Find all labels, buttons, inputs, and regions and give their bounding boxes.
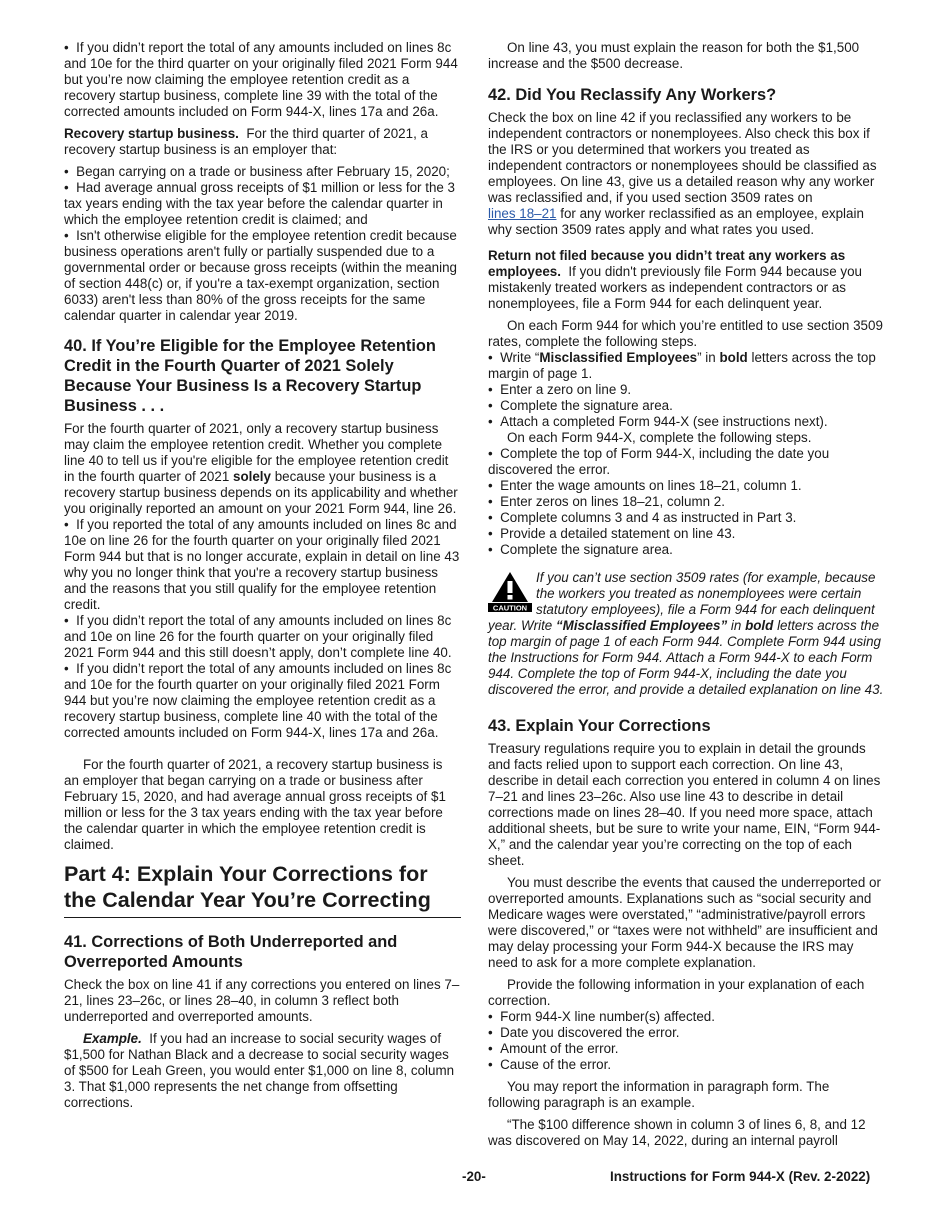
return-not-filed-paragraph [488, 248, 885, 312]
page-number: -20- [462, 1169, 486, 1184]
paragraph: “The $100 difference shown in column 3 of lines 6, 8, and 12 was discovered on May 14, 2022, during an internal payroll [488, 1117, 866, 1148]
paragraph-text: If you had an increase to social security wages of $1,500 for Nathan Black and a decrease to social security wages of $500 for Leah Green, you would enter $1,000 on line 8, column 3. That $1,000 represents the net change from offsetting corrections. [64, 1031, 455, 1110]
list-item: • If you didn’t report the total of any amounts included on lines 8c and 10e for the fourth quarter on your originally filed 2021 Form 944 but you’re now claiming the employee retention credit as a recovery startup business, complete line 40 with the total of the corrected amounts included on Form 944-X, lines 17a and 26a. [64, 661, 461, 741]
list-item: • Complete the signature area. [488, 398, 885, 414]
list-item: • Attach a completed Form 944-X (see instructions next). [488, 414, 885, 430]
list-item: • Complete columns 3 and 4 as instructed in Part 3. [488, 510, 885, 526]
left-column [64, 40, 461, 1117]
list-item: • Cause of the error. [488, 1057, 885, 1073]
list-item: • If you didn’t report the total of any amounts included on lines 8c and 10e for the third quarter on your originally filed 2021 Form 944 but you’re now claiming the employee retention credit as a recovery startup business, complete line 39 with the total of the corrected amounts included on Form 944-X, lines 17a and 26a. [64, 40, 461, 120]
bullet-list [488, 1009, 885, 1073]
run-in-heading: Recovery startup business. [64, 126, 239, 141]
bullet-list [488, 446, 885, 558]
paragraph: On each Form 944 for which you’re entitled to use section 3509 rates, complete the following steps. [488, 318, 883, 349]
run-in-heading: Return not filed because you didn’t treat any workers as employees. [488, 248, 846, 279]
paragraph-text: For the fourth quarter of 2021, only a recovery startup business may claim the employee retention credit. Whether you complete line 40 to tell us if you're eligible for the employee retention credit in the fourth quarter of 2021 [64, 421, 449, 484]
paragraph-text: Check the box on line 42 if you reclassified any workers to be independent contractors or nonemployees. Also check this box if the IRS or you determined that workers you treated as independent contractors or nonemployees should be classified as employees. On line 43, give us a detailed reason why any worker was reclassified and, if you used section 3509 rates on [488, 110, 877, 205]
lines-18-21-link[interactable]: lines 18–21 [488, 206, 557, 221]
list-text: Write “ [500, 350, 540, 365]
list-item: • Complete the top of Form 944-X, including the date you discovered the error. [488, 446, 885, 478]
right-column [488, 40, 885, 1155]
paragraph: On each Form 944-X, complete the following steps. [507, 430, 812, 445]
bullet-list [64, 517, 461, 741]
list-item: • Date you discovered the error. [488, 1025, 885, 1041]
paragraph: On line 43, you must explain the reason for both the $1,500 increase and the $500 decrease. [488, 40, 860, 71]
recovery-startup-paragraph [64, 126, 461, 158]
bold-text: solely [233, 469, 271, 484]
list-item: • Had average annual gross receipts of $1 million or less for the 3 tax years ending with the tax year before the calendar quarter in which the employee retention credit is claimed; and [64, 180, 461, 228]
list-item: • If you reported the total of any amounts included on lines 8c and 10e on line 26 for the fourth quarter on your originally filed 2021 Form 944 but that is no longer accurate, explain in detail on line 43 why you no longer think that you're a recovery startup business and the reasons that you still qualify for the employee retention credit. [64, 517, 461, 613]
example-label: Example. [83, 1031, 142, 1046]
list-item: • Amount of the error. [488, 1041, 885, 1057]
caution-text: in [730, 618, 742, 633]
bold-text: Misclassified Employees [539, 350, 698, 365]
bullet-list [488, 350, 885, 430]
paragraph-text: for any worker reclassified as an employee, explain why section 3509 rates apply and what rates you used. [488, 206, 864, 237]
paragraph: For the fourth quarter of 2021, a recovery startup business is an employer that began carrying on a trade or business after February 15, 2020, and had average annual gross receipts of $1 million or less for the 3 tax years ending with the tax year before the calendar quarter in which the employee retention credit is claimed. [64, 757, 446, 852]
list-item: • Enter the wage amounts on lines 18–21, column 1. [488, 478, 885, 494]
list-item: • Provide a detailed statement on line 43. [488, 526, 885, 542]
caution-icon [488, 570, 532, 612]
caution-text: If you can’t use section 3509 rates (for example, because the workers you treated as nonemployees were certain statutory employees), file a Form 944 for each delinquent year. Write [488, 570, 876, 633]
list-text: ” in [697, 350, 716, 365]
paragraph-text: because your business is a recovery startup business depends on its applicability and whether you originally reported an amount on your 2021 Form 944, line 26. [64, 469, 458, 516]
bold-text: “Misclassified Employees” [555, 618, 728, 633]
caution-text: letters across the top margin of page 1 of each Form 944. Complete Form 944 using the Instructions for Form 944. Attach a Form 944-X to each Form 944. Complete the top of Form 944-X, including the date you discovered the error, and provide a detailed explanation on line 43. [488, 618, 884, 697]
footer-title: Instructions for Form 944-X (Rev. 2-2022) [610, 1169, 871, 1184]
caution-note [488, 570, 885, 698]
paragraph-text: For the third quarter of 2021, a recovery startup business is an employer that: [64, 126, 428, 157]
paragraph: Provide the following information in your explanation of each correction. [488, 977, 865, 1008]
paragraph [64, 421, 461, 517]
section-heading-43: 43. Explain Your Corrections [488, 717, 711, 735]
bold-text: bold [745, 618, 774, 633]
list-item: • If you didn’t report the total of any amounts included on lines 8c and 10e on line 26 for the fourth quarter on your originally filed 2021 Form 944 and this still doesn’t apply, don’t complete line 40. [64, 613, 461, 661]
list-item: • Form 944-X line number(s) affected. [488, 1009, 885, 1025]
example-paragraph [64, 1031, 461, 1111]
list-item: • Began carrying on a trade or business after February 15, 2020; [64, 164, 461, 180]
list-item: • Complete the signature area. [488, 542, 885, 558]
paragraph: Treasury regulations require you to explain in detail the grounds and facts relied upon to support each correction. On line 43, describe in detail each correction you entered in column 4 on lines 7–21 and lines 23–26c. Also use line 43 to describe in detail corrections made on lines 28–40. If you need more space, attach additional sheets, but be sure to write your name, EIN, “Form 944-X,” and the calendar year you’re correcting on the top of each sheet. [488, 741, 881, 868]
bullet-list [64, 164, 461, 324]
part-4-heading: Part 4: Explain Your Corrections for the Calendar Year You’re Correcting [64, 861, 461, 918]
list-item: • Isn't otherwise eligible for the employee retention credit because business operations aren't fully or partially suspended due to a governmental order or because gross receipts (within the meaning of section 448(c) or, if you're a tax-exempt organization, section 6033) aren't less than 80% of the gross receipts for the same calendar quarter in calendar year 2019. [64, 228, 461, 324]
caution-label: CAUTION [492, 603, 528, 612]
section-heading-41: 41. Corrections of Both Underreported and Overreported Amounts [64, 933, 398, 971]
paragraph: You may report the information in paragraph form. The following paragraph is an example. [488, 1079, 830, 1110]
paragraph: You must describe the events that caused the underreported or overreported amounts. Explanations such as “social security and Medicare wages were overstated,” “administrative/payroll errors were discovered,” or “taxes were not withheld” are insufficient and may delay processing your Form 944-X because the IRS may need to ask for a more complete explanation. [488, 875, 881, 970]
paragraph: Check the box on line 41 if any corrections you entered on lines 7–21, lines 23–26c, or lines 28–40, in column 3 reflect both underreported and overreported amounts. [64, 977, 460, 1024]
section-heading-40: 40. If You’re Eligible for the Employee Retention Credit in the Fourth Quarter of 2021 Solely Because Your Business Is a Recovery Startup Business . . . [64, 337, 436, 415]
list-item [488, 350, 885, 382]
list-text: letters across the top margin of page 1. [488, 350, 876, 381]
list-item: • Enter a zero on line 9. [488, 382, 885, 398]
list-item: • Enter zeros on lines 18–21, column 2. [488, 494, 885, 510]
paragraph-text: If you didn't previously file Form 944 because you mistakenly treated workers as independent contractors or as nonemployees, file a Form 944 for each delinquent year. [488, 264, 862, 311]
bold-text: bold [719, 350, 748, 365]
paragraph [488, 110, 885, 238]
section-heading-42: 42. Did You Reclassify Any Workers? [488, 86, 777, 104]
